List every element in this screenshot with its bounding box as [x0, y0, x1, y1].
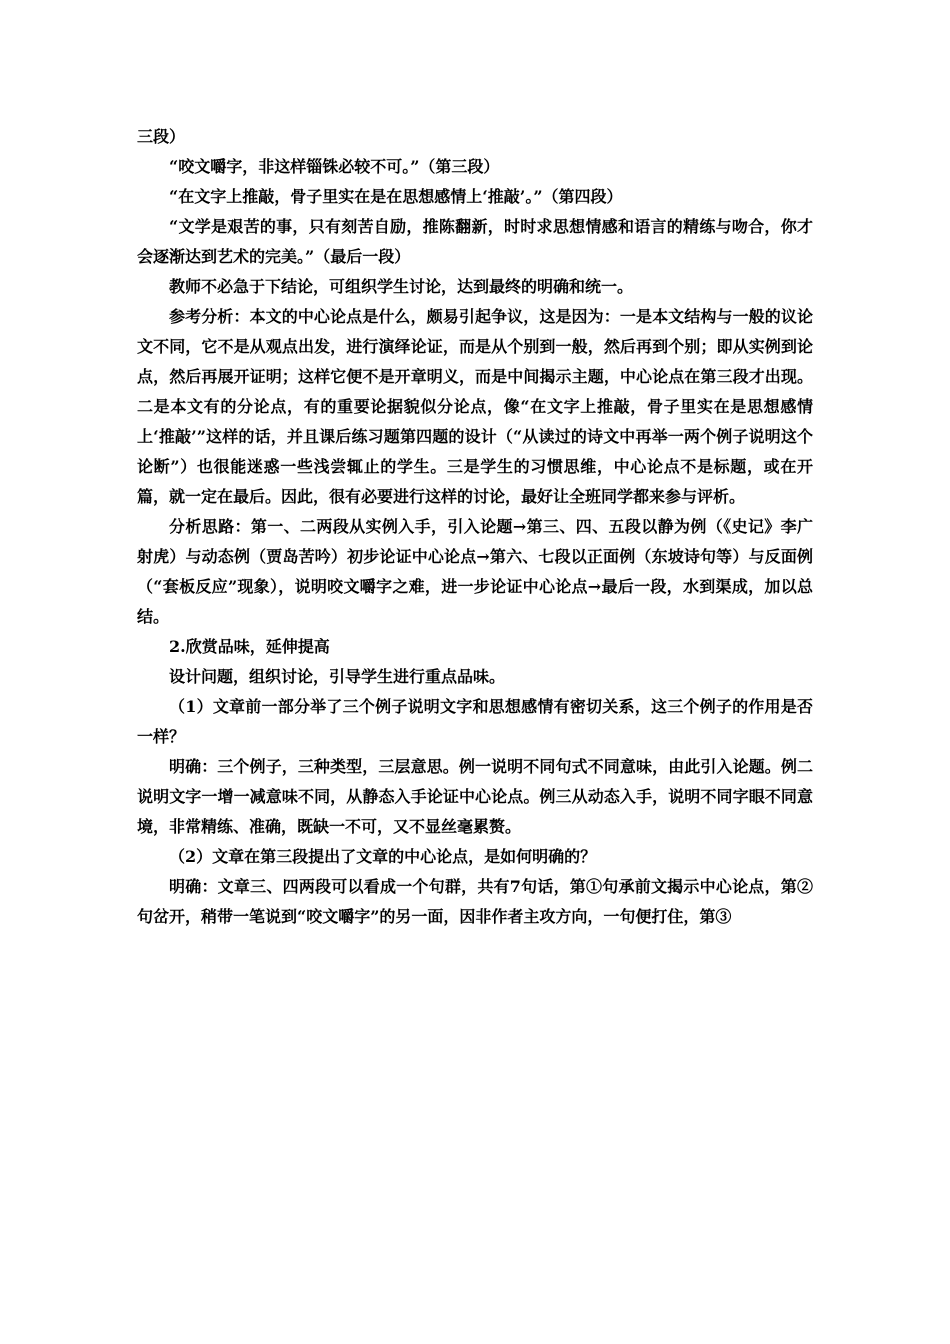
document-body — [137, 122, 813, 932]
paragraph: 教师不必急于下结论，可组织学生讨论，达到最终的明确和统一。 — [169, 277, 634, 296]
paragraph: 三段） — [137, 127, 186, 146]
answer: 明确：文章三、四两段可以看成一个句群，共有7句话，第①句承前文揭示中心论点，第②句岔开，稍带一笔说到“咬文嚼字”的另一面，因非作者主攻方向，一句便打住，第③ — [137, 877, 813, 926]
section-heading: 2.欣赏品味，延伸提高 — [169, 637, 330, 656]
answer: 明确：三个例子，三种类型，三层意思。例一说明不同句式不同意味，由此引入论题。例二说明文字一增一减意味不同，从静态入手论证中心论点。例三从动态入手，说明不同字眼不同意境，非常精练、准确，既缺一不可，又不显丝毫累赘。 — [137, 757, 813, 836]
paragraph: “文学是艰苦的事，只有刻苦自励，推陈翻新，时时求思想情感和语言的精练与吻合，你才会逐渐达到艺术的完美。”（最后一段） — [137, 217, 813, 266]
paragraph: “在文字上推敲，骨子里实在是在思想感情上‘推敲’。”（第四段） — [169, 187, 623, 206]
paragraph: “咬文嚼字，非这样锱铢必较不可。”（第三段） — [169, 157, 500, 176]
question: （1）文章前一部分举了三个例子说明文字和思想感情有密切关系，这三个例子的作用是否一样？ — [137, 697, 813, 746]
paragraph: 分析思路：第一、二两段从实例入手，引入论题→第三、四、五段以静为例（《史记》李广射虎）与动态例（贾岛苦吟）初步论证中心论点→第六、七段以正面例（东坡诗句等）与反面例（“套板反应”现象），说明咬文嚼字之难，进一步论证中心论点→最后一段，水到渠成，加以总结。 — [137, 517, 813, 626]
paragraph: 设计问题，组织讨论，引导学生进行重点品味。 — [169, 667, 506, 686]
question: （2）文章在第三段提出了文章的中心论点，是如何明确的？ — [169, 847, 597, 866]
paragraph: 参考分析：本文的中心论点是什么，颇易引起争议，这是因为：一是本文结构与一般的议论文不同，它不是从观点出发，进行演绎论证，而是从个别到一般，然后再到个别；即从实例到论点，然后再展开证明；这样它便不是开章明义，而是中间揭示主题，中心论点在第三段才出现。二是本文有的分论点，有的重要论据貌似分论点，像“在文字上推敲，骨子里实在是思想感情上‘推敲’”这样的话，并且课后练习题第四题的设计（“从读过的诗文中再举一两个例子说明这个论断”）也很能迷惑一些浅尝辄止的学生。三是学生的习惯思维，中心论点不是标题，或在开篇，就一定在最后。因此，很有必要进行这样的讨论，最好让全班同学都来参与评析。 — [137, 307, 813, 506]
